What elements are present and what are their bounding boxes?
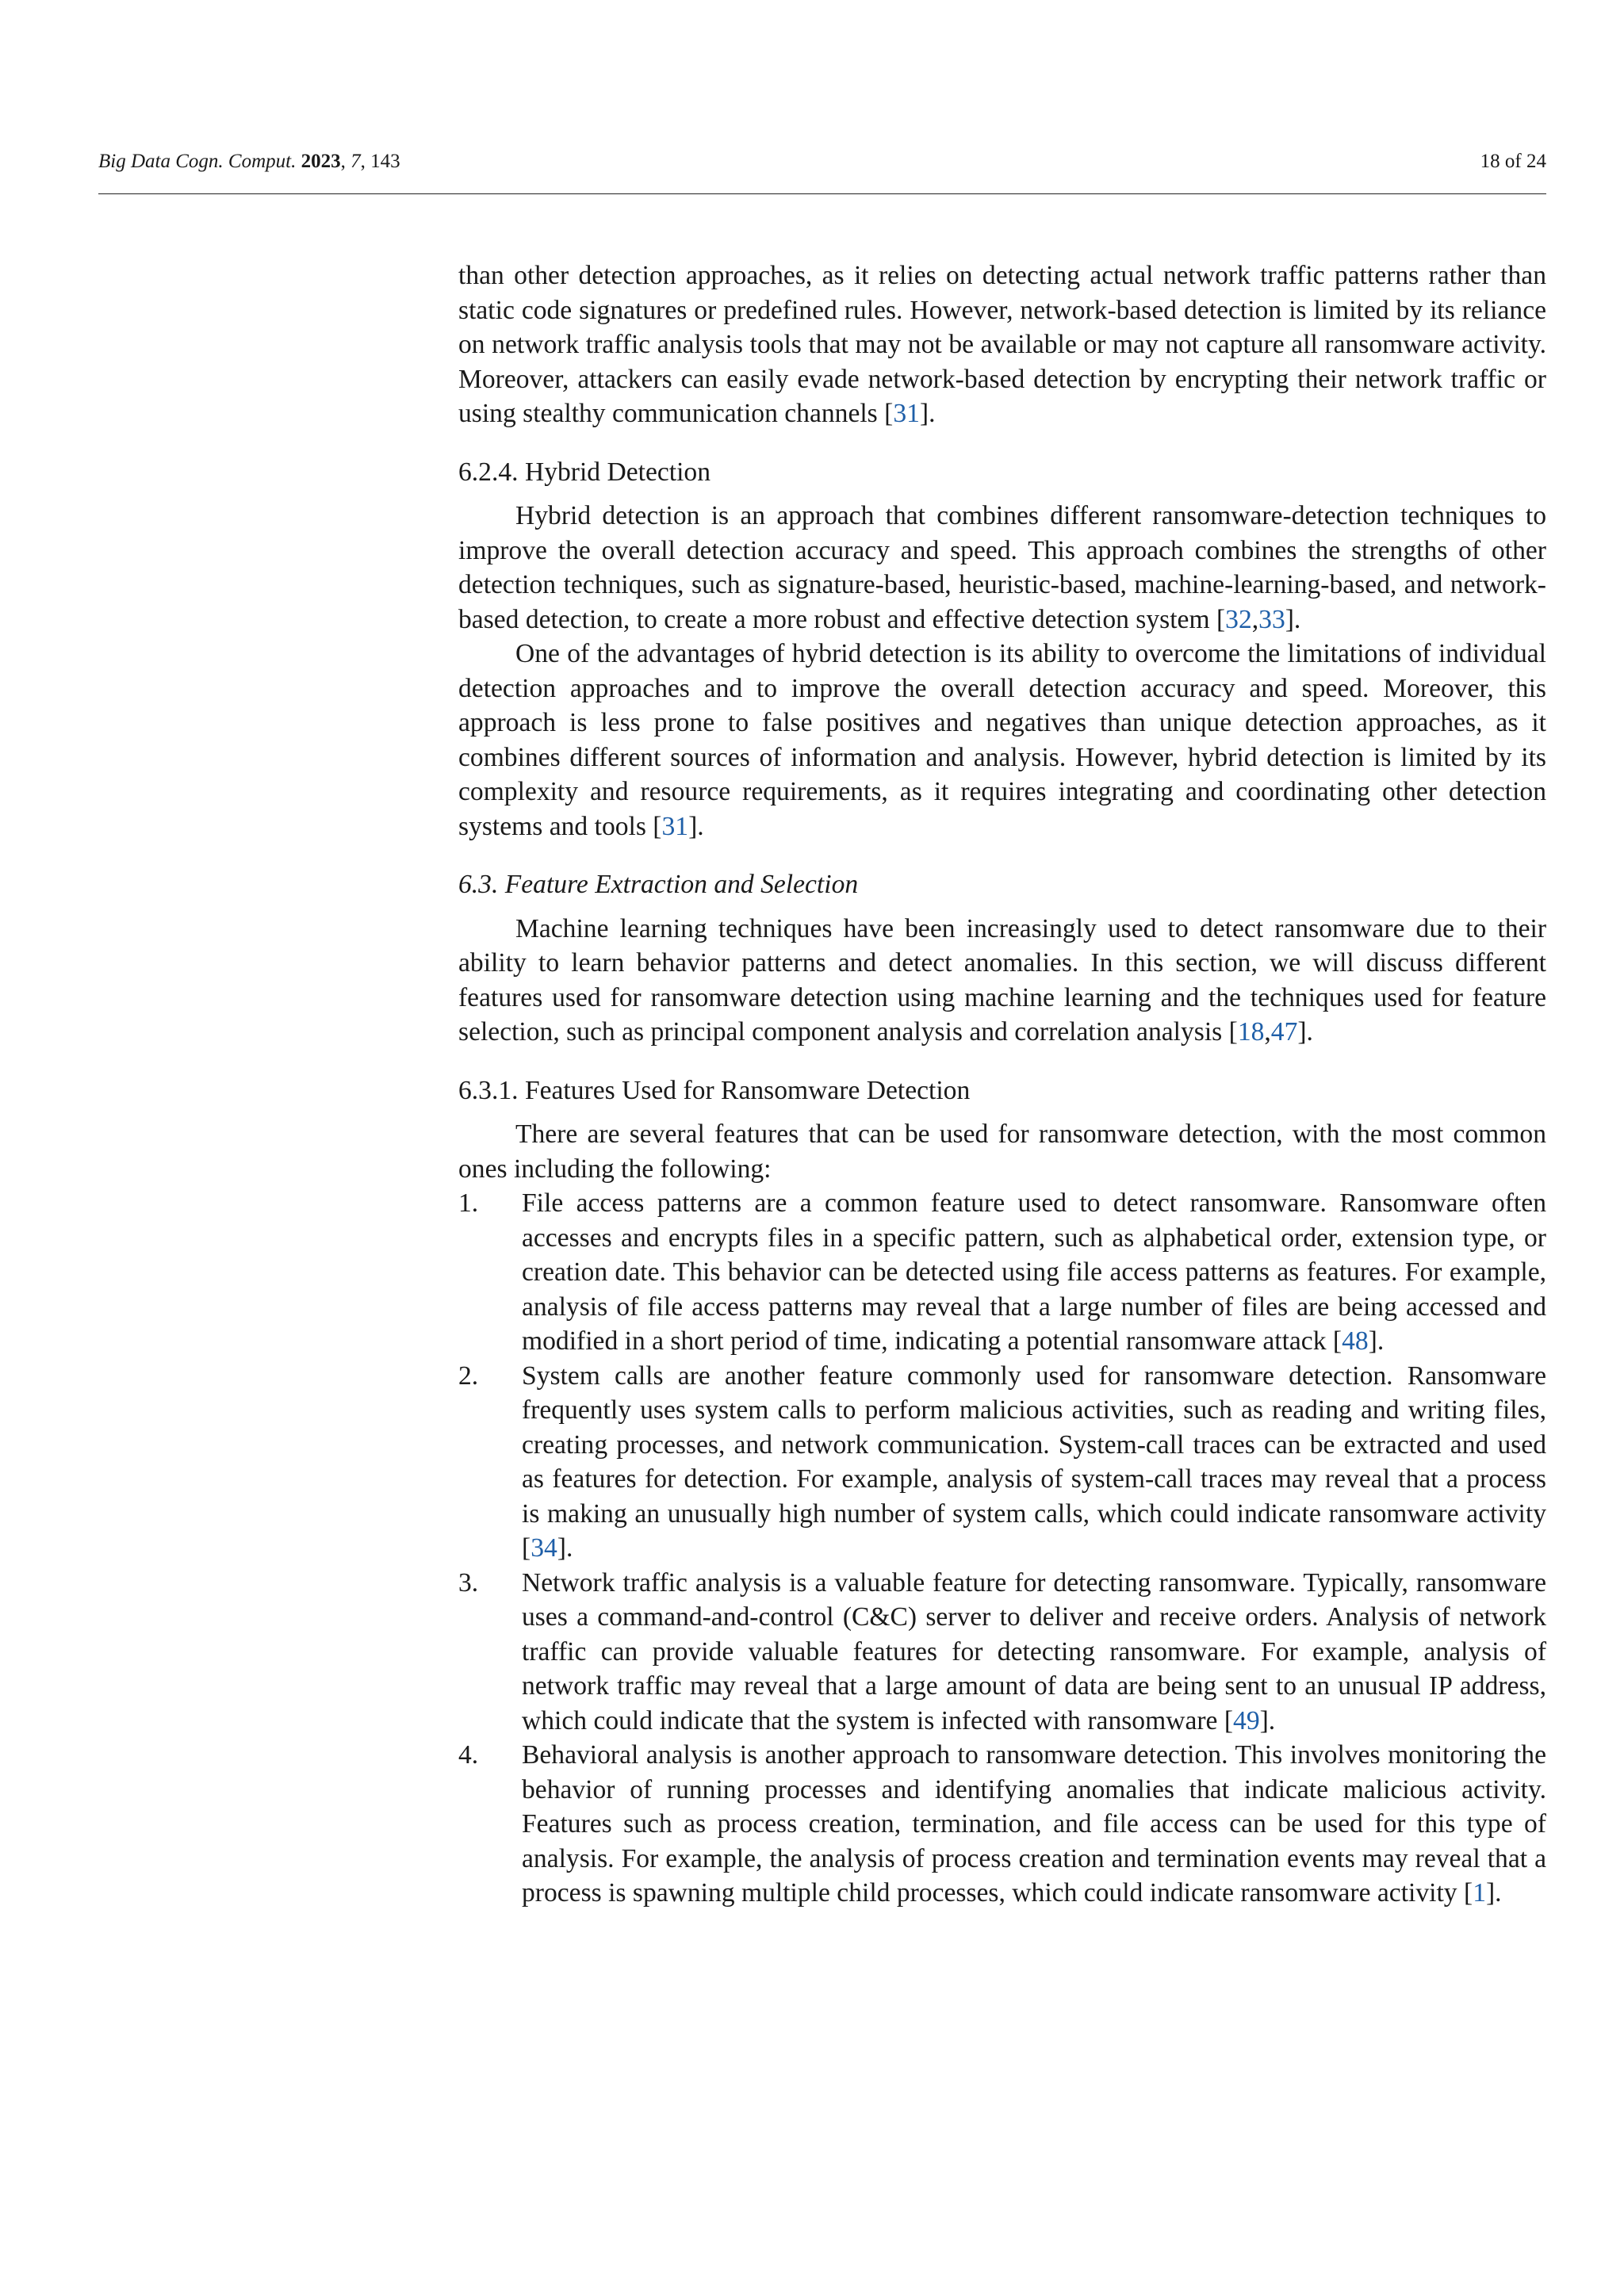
header-divider [98, 193, 1546, 194]
citation-link[interactable]: 31 [661, 811, 689, 841]
list-text: System calls are another feature commonly used for ransomware detection. Ransomware frequently uses system calls to perform malicious activities, such as reading and writing files, creating processes, and network communication. System-call traces can be extracted and used as features for detection. For example, analysis of system-call traces may reveal that a process is making an unusually high number of system calls, which could indicate ransomware activity [ [522, 1360, 1546, 1563]
citation-link[interactable]: 49 [1233, 1705, 1260, 1735]
list-punct: ]. [1485, 1878, 1502, 1908]
list-number: 4. [458, 1740, 479, 1770]
citation-link[interactable]: 48 [1342, 1326, 1369, 1356]
citation-link[interactable]: 31 [893, 399, 920, 428]
list-item [458, 1566, 1546, 1739]
list-number: 1. [458, 1188, 479, 1218]
list-text: Behavioral analysis is another approach to ransomware detection. This involves monitoring the behavior of running processes and identifying anomalies that indicate malicious activity. Features such as process creation, termination, and file access can be used for this type of analysis. For example, the analysis of process creation and termination events may reveal that a process is spawning multiple child processes, which could indicate ransomware activity [ [522, 1740, 1546, 1908]
page-number: 18 of 24 [1480, 151, 1546, 172]
paragraph-punct: , [1251, 604, 1259, 634]
list-number: 3. [458, 1567, 479, 1598]
citation-link[interactable]: 1 [1473, 1878, 1486, 1908]
section-heading-feature-extraction: 6.3. Feature Extraction and Selection [458, 870, 859, 899]
journal-citation: Big Data Cogn. Comput. 2023, 7, 143 [98, 151, 400, 172]
paragraph-text: than other detection approaches, as it relies on detecting actual network traffic patterns rather than static code signatures or predefined rules. However, network-based detection is limited by its reliance on network traffic analysis tools that may not be available or may not capture all ransomware activity. Moreover, attackers can easily evade network-based detection by encrypting their network traffic or using stealthy communication channels [ [458, 261, 1546, 428]
paragraph-text: Hybrid detection is an approach that combines different ransomware-detection techniques to improve the overall detection accuracy and speed. This approach combines the strengths of other detection techniques, such as signature-based, heuristic-based, machine-learning-based, and network-based detection, to create a more robust and effective detection system [ [458, 501, 1546, 634]
list-text: File access patterns are a common feature used to detect ransomware. Ransomware often accesses and encrypts files in a specific pattern, such as alphabetical order, extension type, or creation date. This behavior can be detected using file access patterns as features. For example, analysis of file access patterns may reveal that a large number of files are being accessed and modified in a short period of time, indicating a potential ransomware attack [ [522, 1188, 1546, 1356]
list-item [458, 1186, 1546, 1359]
paragraph-punct: ]. [688, 811, 704, 841]
list-punct: ]. [1368, 1326, 1385, 1356]
paragraph-hybrid-advantages [458, 637, 1546, 844]
paragraph-network-detection [458, 258, 1546, 431]
subsection-heading-features: 6.3.1. Features Used for Ransomware Detection [458, 1075, 971, 1105]
citation-link[interactable]: 34 [530, 1533, 557, 1563]
paragraph-punct: ]. [1297, 1017, 1313, 1047]
paragraph-text: One of the advantages of hybrid detection is its ability to overcome the limitations of individual detection approaches and to improve the overall detection accuracy and speed. Moreover, this approach is less prone to false positives and negatives than unique detection approaches, as it combines different sources of information and analysis. However, hybrid detection is limited by its complexity and resource requirements, as it requires integrating and coordinating other detection systems and tools [ [458, 639, 1546, 841]
citation-link[interactable]: 47 [1270, 1017, 1298, 1047]
running-header [98, 151, 1546, 179]
paragraph-punct: ]. [1285, 604, 1301, 634]
journal-year: 2023 [301, 151, 341, 172]
paragraph-text: Machine learning techniques have been increasingly used to detect ransomware due to their ability to learn behavior patterns and detect anomalies. In this section, we will discuss different features used for ransomware detection using machine learning and the techniques used for feature selection, such as principal component analysis and correlation analysis [ [458, 913, 1546, 1047]
citation-link[interactable]: 32 [1225, 604, 1252, 634]
journal-volume: 7 [350, 151, 361, 172]
list-number: 2. [458, 1360, 479, 1391]
list-item [458, 1359, 1546, 1566]
page-body [458, 258, 1546, 1911]
journal-article: 143 [370, 151, 400, 172]
paragraph-hybrid-intro [458, 499, 1546, 637]
citation-link[interactable]: 33 [1258, 604, 1285, 634]
feature-list [458, 1186, 1546, 1911]
list-punct: ]. [1259, 1705, 1276, 1735]
list-punct: ]. [557, 1533, 573, 1563]
paragraph-punct: ]. [919, 399, 936, 428]
paragraph-feature-intro [458, 912, 1546, 1050]
list-item [458, 1738, 1546, 1911]
list-text: Network traffic analysis is a valuable feature for detecting ransomware. Typically, ransomware uses a command-and-control (C&C) server to deliver and receive orders. Analysis of network traffic can provide valuable features for detecting ransomware. For example, analysis of network traffic may reveal that a large amount of data are being sent to an unusual IP address, which could indicate that the system is infected with ransomware [ [522, 1567, 1546, 1735]
citation-link[interactable]: 18 [1237, 1017, 1265, 1047]
paragraph-features-lead: There are several features that can be used for ransomware detection, with the most common ones including the following: [458, 1119, 1546, 1184]
subsection-heading-hybrid: 6.2.4. Hybrid Detection [458, 457, 710, 487]
paragraph-punct: , [1264, 1017, 1271, 1047]
journal-name: Big Data Cogn. Comput. [98, 151, 297, 172]
